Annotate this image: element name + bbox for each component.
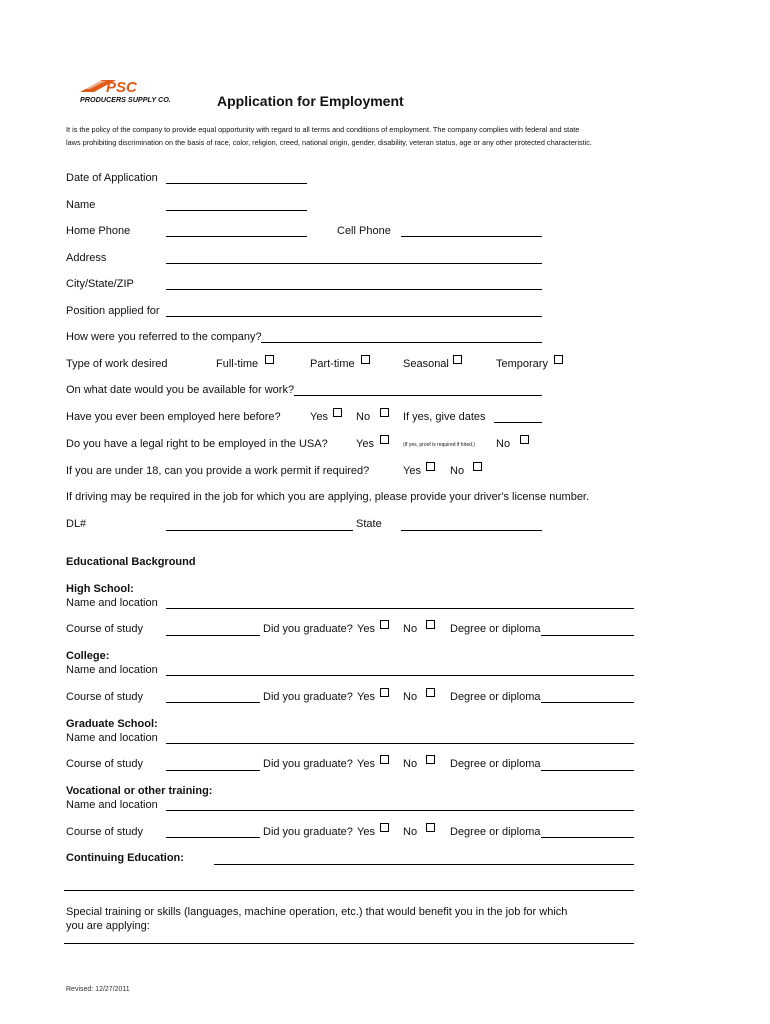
continuing-education-heading: Continuing Education:: [66, 852, 184, 864]
temporary-checkbox[interactable]: [554, 355, 563, 364]
graduate-school-name-label: Name and location: [66, 732, 158, 744]
high-school-name-label: Name and location: [66, 597, 158, 609]
name-field[interactable]: [166, 210, 307, 211]
legal-right-no-label: No: [496, 438, 511, 450]
if-yes-dates-field[interactable]: [494, 422, 542, 423]
special-training-line-1: Special training or skills (languages, machine operation, etc.) that would benefit you in the job for which: [66, 906, 568, 918]
cell-phone-label: Cell Phone: [337, 225, 391, 237]
state-label: State: [356, 518, 382, 530]
graduate-school-no-checkbox[interactable]: [426, 755, 435, 764]
seasonal-checkbox[interactable]: [453, 355, 462, 364]
college-degree-label: Degree or diploma: [450, 691, 541, 703]
education-heading: Educational Background: [66, 556, 196, 568]
legal-right-label: Do you have a legal right to be employed in the USA?: [66, 438, 328, 450]
college-name-label: Name and location: [66, 664, 158, 676]
vocational-no-label: No: [403, 826, 418, 838]
address-field[interactable]: [166, 263, 542, 264]
employed-before-yes-checkbox[interactable]: [333, 408, 342, 417]
home-phone-field[interactable]: [166, 236, 307, 237]
vocational-yes-checkbox[interactable]: [380, 823, 389, 832]
cell-phone-field[interactable]: [401, 236, 542, 237]
vocational-no-checkbox[interactable]: [426, 823, 435, 832]
high-school-degree-label: Degree or diploma: [450, 623, 541, 635]
policy-line-2: laws prohibiting discrimination on the basis of race, color, religion, creed, national origin, gender, disability, veteran status, age or any other protected characteristic.: [66, 138, 592, 147]
college-graduate-label: Did you graduate?: [263, 691, 353, 703]
college-course-field[interactable]: [166, 702, 260, 703]
vocational-degree-label: Degree or diploma: [450, 826, 541, 838]
svg-text:PRODUCERS SUPPLY CO.: PRODUCERS SUPPLY CO.: [80, 95, 171, 104]
position-applied-field[interactable]: [166, 316, 542, 317]
high-school-yes-label: Yes: [357, 623, 375, 635]
driving-note: If driving may be required in the job for which you are applying, please provide your driver's license number.: [66, 491, 590, 503]
high-school-heading: High School:: [66, 583, 134, 595]
graduate-school-name-field[interactable]: [166, 743, 634, 744]
graduate-school-course-label: Course of study: [66, 758, 144, 770]
policy-line-1: It is the policy of the company to provide equal opportunity with regard to all terms and conditions of employment. The company complies with federal and state: [66, 125, 580, 134]
graduate-school-degree-label: Degree or diploma: [450, 758, 541, 770]
high-school-no-checkbox[interactable]: [426, 620, 435, 629]
available-date-field[interactable]: [294, 395, 542, 396]
seasonal-label: Seasonal: [403, 358, 449, 370]
city-state-zip-label: City/State/ZIP: [66, 278, 134, 290]
graduate-school-graduate-label: Did you graduate?: [263, 758, 353, 770]
high-school-name-field[interactable]: [166, 608, 634, 609]
college-name-field[interactable]: [166, 675, 634, 676]
vocational-heading: Vocational or other training:: [66, 785, 213, 797]
high-school-degree-field[interactable]: [541, 635, 634, 636]
college-degree-field[interactable]: [541, 702, 634, 703]
continuing-education-field-2[interactable]: [64, 890, 634, 891]
temporary-label: Temporary: [496, 358, 548, 370]
full-time-checkbox[interactable]: [265, 355, 274, 364]
company-logo: [80, 80, 190, 106]
dl-field[interactable]: [166, 530, 353, 531]
high-school-course-field[interactable]: [166, 635, 260, 636]
graduate-school-heading: Graduate School:: [66, 718, 158, 730]
vocational-degree-field[interactable]: [541, 837, 634, 838]
full-time-label: Full-time: [216, 358, 259, 370]
under-18-no-label: No: [450, 465, 465, 477]
college-yes-checkbox[interactable]: [380, 688, 389, 697]
referred-label: How were you referred to the company?: [66, 331, 262, 343]
svg-text:PSC: PSC: [106, 80, 137, 96]
proof-note: (If yes, proof is required if hired.): [403, 442, 475, 448]
high-school-course-label: Course of study: [66, 623, 144, 635]
part-time-checkbox[interactable]: [361, 355, 370, 364]
college-course-label: Course of study: [66, 691, 144, 703]
position-applied-label: Position applied for: [66, 305, 160, 317]
vocational-graduate-label: Did you graduate?: [263, 826, 353, 838]
special-training-field[interactable]: [64, 943, 634, 944]
graduate-school-yes-checkbox[interactable]: [380, 755, 389, 764]
name-label: Name: [66, 199, 96, 211]
graduate-school-no-label: No: [403, 758, 418, 770]
date-of-application-label: Date of Application: [66, 172, 158, 184]
legal-right-yes-checkbox[interactable]: [380, 435, 389, 444]
employed-before-yes-label: Yes: [310, 411, 328, 423]
high-school-no-label: No: [403, 623, 418, 635]
page-title: Application for Employment: [217, 93, 404, 109]
college-heading: College:: [66, 650, 110, 662]
under-18-no-checkbox[interactable]: [473, 462, 482, 471]
under-18-yes-label: Yes: [403, 465, 421, 477]
college-no-label: No: [403, 691, 418, 703]
high-school-graduate-label: Did you graduate?: [263, 623, 353, 635]
under-18-label: If you are under 18, can you provide a work permit if required?: [66, 465, 370, 477]
under-18-yes-checkbox[interactable]: [426, 462, 435, 471]
employed-before-no-label: No: [356, 411, 371, 423]
continuing-education-field[interactable]: [214, 864, 634, 865]
dl-label: DL#: [66, 518, 87, 530]
college-no-checkbox[interactable]: [426, 688, 435, 697]
vocational-name-field[interactable]: [166, 810, 634, 811]
type-of-work-label: Type of work desired: [66, 358, 168, 370]
home-phone-label: Home Phone: [66, 225, 131, 237]
legal-right-yes-label: Yes: [356, 438, 374, 450]
college-yes-label: Yes: [357, 691, 375, 703]
if-yes-dates-label: If yes, give dates: [403, 411, 486, 423]
city-state-zip-field[interactable]: [166, 289, 542, 290]
legal-right-no-checkbox[interactable]: [520, 435, 529, 444]
vocational-course-field[interactable]: [166, 837, 260, 838]
vocational-course-label: Course of study: [66, 826, 144, 838]
graduate-school-course-field[interactable]: [166, 770, 260, 771]
referred-field[interactable]: [261, 342, 542, 343]
date-of-application-field[interactable]: [166, 183, 307, 184]
special-training-line-2: you are applying:: [66, 920, 150, 932]
graduate-school-degree-field[interactable]: [541, 770, 634, 771]
state-field[interactable]: [401, 530, 542, 531]
part-time-label: Part-time: [310, 358, 355, 370]
vocational-name-label: Name and location: [66, 799, 158, 811]
vocational-yes-label: Yes: [357, 826, 375, 838]
high-school-yes-checkbox[interactable]: [380, 620, 389, 629]
revised-date: Revised: 12/27/2011: [66, 986, 130, 993]
employed-before-label: Have you ever been employed here before?: [66, 411, 281, 423]
employed-before-no-checkbox[interactable]: [380, 408, 389, 417]
address-label: Address: [66, 252, 107, 264]
graduate-school-yes-label: Yes: [357, 758, 375, 770]
available-date-label: On what date would you be available for work?: [66, 384, 295, 396]
